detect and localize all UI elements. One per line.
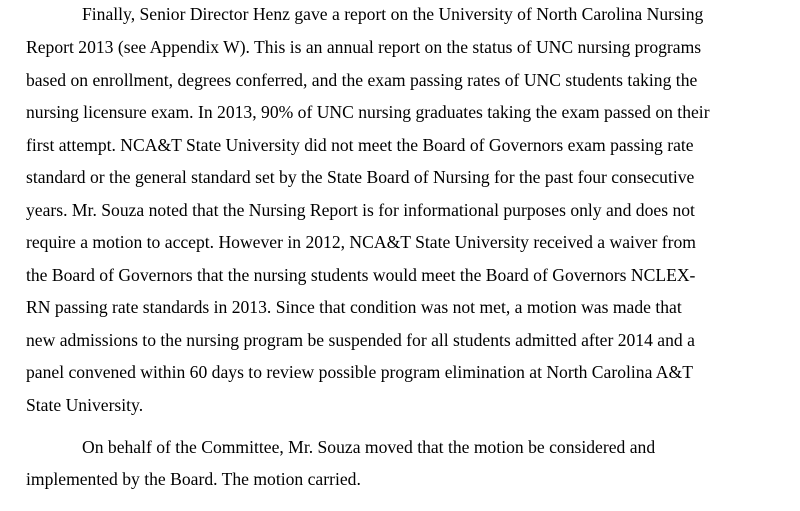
text-line: years. Mr. Souza noted that the Nursing Report is for informational purposes only and does not xyxy=(26,200,695,220)
text-line: Report 2013 (see Appendix W). This is an annual report on the status of UNC nursing programs xyxy=(26,37,702,57)
text-line: RN passing rate standards in 2013. Since that condition was not met, a motion was made that xyxy=(26,297,682,317)
text-line: implemented by the Board. The motion carried. xyxy=(26,469,361,489)
text-line: panel convened within 60 days to review possible program elimination at North Carolina A&T xyxy=(26,362,693,382)
text-line: On behalf of the Committee, Mr. Souza moved that the motion be considered and xyxy=(82,437,656,457)
text-line: Finally, Senior Director Henz gave a report on the University of North Carolina Nursing xyxy=(82,4,704,24)
text-line: based on enrollment, degrees conferred, and the exam passing rates of UNC students taking the xyxy=(26,70,698,90)
text-line: require a motion to accept. However in 2012, NCA&T State University received a waiver from xyxy=(26,232,696,252)
text-line: nursing licensure exam. In 2013, 90% of UNC nursing graduates taking the exam passed on their xyxy=(26,102,710,122)
text-line: State University. xyxy=(26,395,144,415)
text-line: the Board of Governors that the nursing students would meet the Board of Governors NCLEX- xyxy=(26,265,696,285)
text-line: first attempt. NCA&T State University did not meet the Board of Governors exam passing rate xyxy=(26,135,694,155)
text-line: new admissions to the nursing program be suspended for all students admitted after 2014 and a xyxy=(26,330,695,350)
text-line: standard or the general standard set by the State Board of Nursing for the past four consecutive xyxy=(26,167,695,187)
